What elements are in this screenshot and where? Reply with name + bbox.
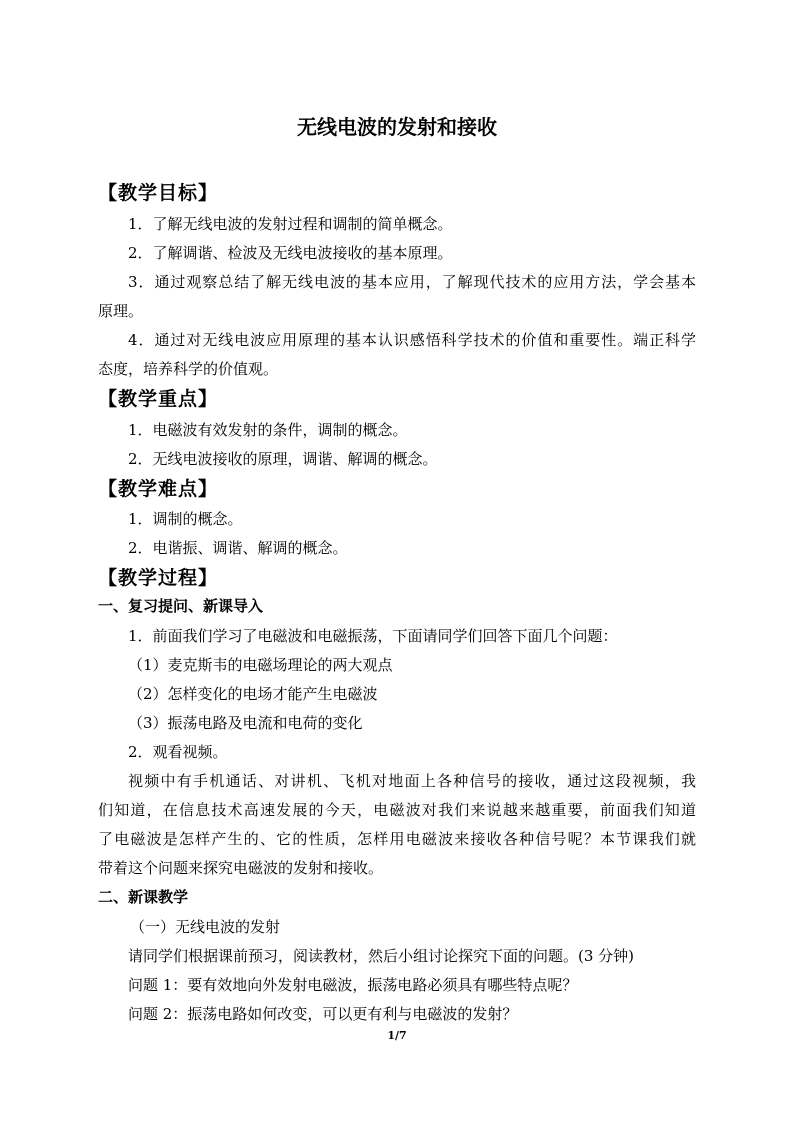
key-item-1: 1．电磁波有效发射的条件，调制的概念。	[128, 421, 408, 439]
goal-item-1: 1．了解无线电波的发射过程和调制的简单概念。	[128, 215, 453, 233]
part1-heading: 一、复习提问、新课导入	[98, 597, 264, 615]
part1-line-1: 1．前面我们学习了电磁波和电磁振荡，下面请同学们回答下面几个问题：	[128, 627, 618, 645]
goal-item-3: 3．通过观察总结了解无线电波的基本应用，了解现代技术的应用方法，学会基本	[128, 273, 696, 291]
difficult-item-2: 2．电谐振、调谐、解调的概念。	[128, 539, 348, 557]
goal-item-3-cont: 原理。	[98, 302, 144, 320]
section-heading-goals: 【教学目标】	[98, 182, 219, 204]
part1-line-2: （1）麦克斯韦的电磁场理论的两大观点	[128, 656, 393, 674]
goal-item-2: 2．了解调谐、检波及无线电波接收的基本原理。	[128, 244, 453, 262]
part1-paragraph-line-4: 带着这个问题来探究电磁波的发射和接收。	[98, 859, 384, 877]
page-number: 1/7	[387, 1029, 407, 1042]
section-heading-key: 【教学重点】	[98, 388, 219, 410]
goal-item-4-cont: 态度，培养科学的价值观。	[98, 360, 279, 378]
part2-question-2: 问题 2：振荡电路如何改变，可以更有利与电磁波的发射？	[128, 1005, 518, 1023]
section-heading-process: 【教学过程】	[98, 567, 219, 589]
part2-line-1: 请同学们根据课前预习，阅读教材，然后小组讨论探究下面的问题。(3 分钟)	[128, 947, 635, 965]
part1-paragraph-line-1: 视频中有手机通话、对讲机、飞机对地面上各种信号的接收，通过这段视频，我	[128, 772, 696, 790]
goal-item-4: 4．通过对无线电波应用原理的基本认识感悟科学技术的价值和重要性。端正科学	[128, 331, 696, 349]
part2-heading: 二、新课教学	[98, 888, 189, 906]
part1-line-5: 2．观看视频。	[128, 743, 228, 761]
document-title: 无线电波的发射和接收	[297, 115, 497, 139]
section-heading-difficult: 【教学难点】	[98, 478, 219, 500]
part2-question-1: 问题 1：要有效地向外发射电磁波，振荡电路必须具有哪些特点呢？	[128, 976, 578, 994]
part1-line-3: （2）怎样变化的电场才能产生电磁波	[128, 685, 378, 703]
key-item-2: 2．无线电波接收的原理，调谐、解调的概念。	[128, 450, 438, 468]
part1-line-4: （3）振荡电路及电流和电荷的变化	[128, 714, 363, 732]
difficult-item-1: 1．调制的概念。	[128, 510, 243, 528]
part1-paragraph-line-2: 们知道，在信息技术高速发展的今天，电磁波对我们来说越来越重要，前面我们知道	[98, 801, 696, 819]
part2-subheading: （一）无线电波的发射	[130, 918, 281, 936]
part1-paragraph-line-3: 了电磁波是怎样产生的、它的性质，怎样用电磁波来接收各种信号呢？本节课我们就	[98, 830, 696, 848]
